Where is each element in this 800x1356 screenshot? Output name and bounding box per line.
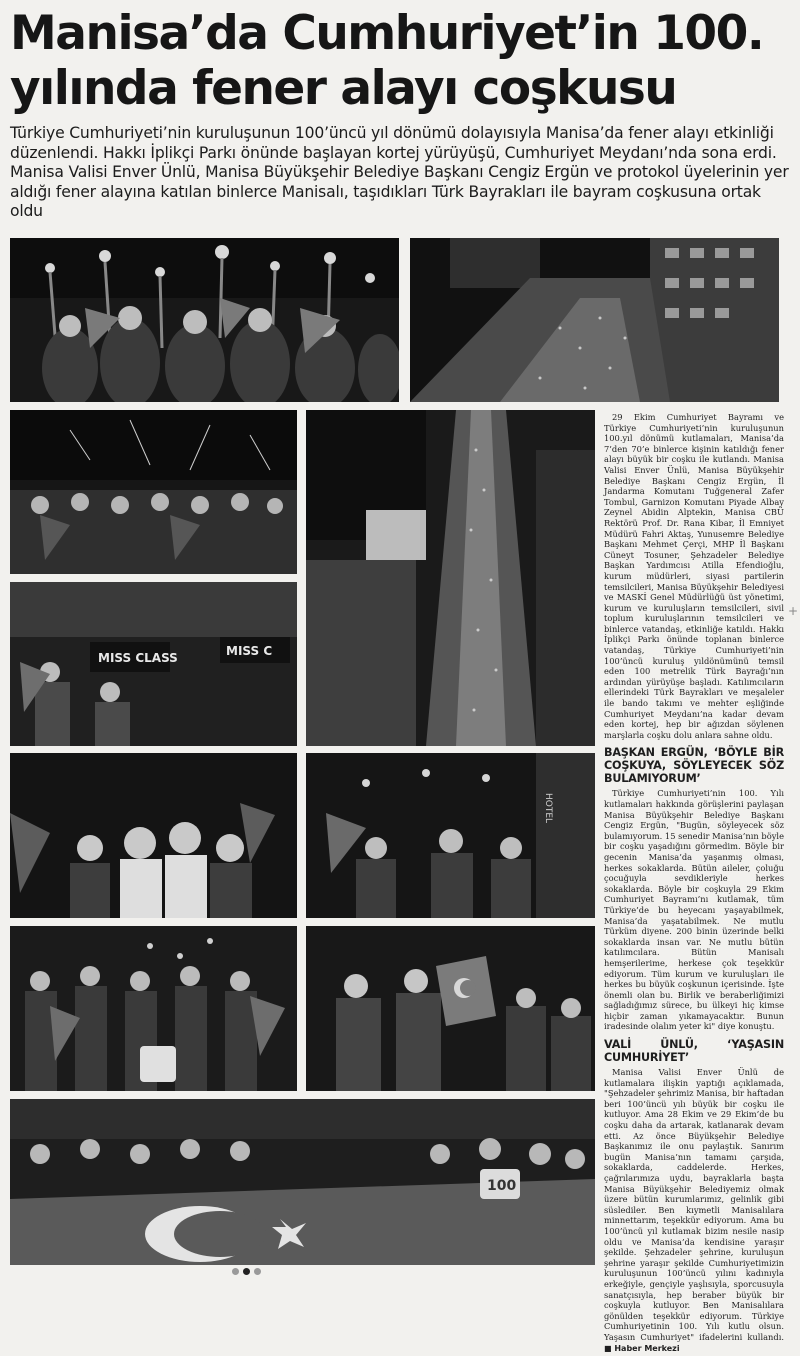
article-body-column xyxy=(604,412,784,1356)
body-paragraph-3-text: Manisa Valisi Enver Ünlü de kutlamalara ilişkin yaptığı açıklamada, "Şehzadeler şehrimiz Manisa, bir haftadan beri 100’üncü yılı büyük bir coşku ile kutluyor. Ama 28 Ekim ve 29 Ekim’de bu coşku daha da artarak, katlanarak devam etti. Az önce Büyükşehir Belediye Başkanımız ile onu paylaştık. Sanırım bugün Manisa’nın tamamı çarşıda, sokaklarda, caddelerde. Herkes, çağrılarımıza uydu, bayraklarla başta Manisa Büyükşehir Belediyemiz olmak üzere bütün kurumlarımız, gelinlik gibi süslediler. Ben kıymetli Manisalılara minnettarım, teşekkür ediyorum. Ama bu 100’üncü yıl kutlamak bizim nesile nasip oldu ve Manisa’da kendisine yaraşır şekilde. Şehzadeler şehrine, kuruluşun şehrine yaraşır şekilde Cumhuriyetimizin kuruluşunun 100’üncü yılını kadınıyla erkeğiyle, gençiyle yaşlısıyla, sporcusuyla sanatçısıyla, hep beraber büyük bir coşkuyla kutluyor. Ben Manisalılara gönülden teşekkür ediyorum. Türkiye Cumhuriyetinin 100. Yılı kutlu olsun. Yaşasın Cumhuriyet" ifadelerini kullandı. xyxy=(604,1067,784,1342)
news-credit: ■ Haber Merkezi xyxy=(604,1343,680,1353)
subhead-unlu: VALİ ÜNLÜ, ‘YAŞASIN CUMHURİYET’ xyxy=(604,1038,784,1065)
news-credit-text: Haber Merkezi xyxy=(614,1343,680,1353)
flag-badge-text: 100 xyxy=(487,1178,517,1194)
body-paragraph-2: Türkiye Cumhuriyeti’nin 100. Yılı kutlamaları hakkında görüşlerini paylaşan Manisa Büyükşehir Belediye Başkanı Cengiz Ergün, "Bugün, söyleyecek söz bulamıyorum. 15 senedir Manisa’nın böyle bir coşku yaşadığını görmedim. Böyle bir gecenin Manisa’da yaşanmış olması, herkes sokaklarda. Bütün aileler, çoluğu çocuğuyla sevdikleriyle herkes sokaklarda. Böyle bir coşkuyla 29 Ekim Cumhuriyet Bayramı’nı kutlamak, tüm Türkiye’de bu heyecanı yaşayabilmek, Manisa’da yaşatabilmek. Ne mutlu Türküm diyene. 200 binin üzerinde belki sokaklarda insan var. Ne mutlu bütün katılımcılara. Bütün Manisalı hemşerilerime, herkese çok teşekkür ediyorum. Tüm kurum ve kuruluşları ile herkes bu büyük coşkunun içerisinde. İşte önemli olan bu. Birlik ve beraberliğimizi sağladığımız sürece, bu ülkeyi hiç kimse hiçbir zaman yıkamayacaktır. Bunun iradesinde olalım yeter ki" diye konuştu. xyxy=(604,788,784,1032)
pager-dot-3[interactable] xyxy=(254,1268,261,1275)
pager-dot-1[interactable] xyxy=(232,1268,239,1275)
lede-paragraph: Türkiye Cumhuriyeti’nin kuruluşunun 100’üncü yıl dönümü dolayısıyla Manisa’da fener alayı etkinliği düzenlendi. Hakkı İplikçi Parkı önünde başlayan kortej yürüyüşü, Cumhuriyet Meydanı’nda sona erdi. Manisa Valisi Enver Ünlü, Manisa Büyükşehir Belediye Başkanı Cengiz Ergün ve protokol üyelerinin yer aldığı fener alayına katılan binlerce Manisalı, taşıdıkları Türk Bayrakları ile bayram coşkusuna ortak oldu xyxy=(10,124,789,221)
pager-dot-2[interactable] xyxy=(243,1268,250,1275)
banner-miss-c-text: MISS C xyxy=(226,644,273,658)
pager-dots xyxy=(232,1268,261,1275)
photo-protocol-torches xyxy=(10,238,399,402)
crop-mark-icon: + xyxy=(787,604,798,618)
photo-torches-hotel xyxy=(306,753,595,918)
body-paragraph-3 xyxy=(604,1067,784,1354)
banner-miss-class-text: MISS CLASS xyxy=(98,651,178,665)
photo-miss-class-crowd xyxy=(10,582,297,746)
photo-aerial-street xyxy=(410,238,779,402)
hotel-sign-text: HOTEL xyxy=(543,793,553,824)
photo-governor-mayor xyxy=(10,753,297,918)
photo-aerial-tall xyxy=(306,410,595,746)
subhead-ergun: BAŞKAN ERGÜN, ‘BÖYLE BİR COŞKUYA, SÖYLEYECEK SÖZ BULAMIYORUM’ xyxy=(604,746,784,786)
body-paragraph-1: 29 Ekim Cumhuriyet Bayramı ve Türkiye Cumhuriyeti’nin kuruluşunun 100.yıl dönümü kutlamaları, Manisa’da 7’den 70’e binlerce kişinin katıldığı fener alayı büyük bir coşku ile kutlandı. Manisa Valisi Enver Ünlü, Manisa Büyükşehir Belediye Başkanı Cengiz Ergün, İl Jandarma Komutanı Tuğgeneral Zafer Tombul, Garnizon Komutanı Piyade Albay Zeynel Abidin Alptekin, Manisa CBÜ Rektörü Prof. Dr. Rana Kibar, İl Emniyet Müdürü Fahri Aktaş, Yunusemre Belediye Başkanı Mehmet Çerçi, MHP İl Başkanı Cüneyt Tosuner, Şehzadeler Belediye Başkan Yardımcısı Atilla Efendioğlu, kurum müdürleri, siyasi partilerin temsilcileri, Manisa Büyükşehir Belediyesi ve MASKİ Genel Müdürlüğü üst yönetimi, kurum ve kuruluşların temsilcileri, sivil toplum kuruluşlarının temsilcileri ve binlerce vatandaş, etkinliğe katıldı. Hakkı İplikçi Parkı önünde toplanan binlerce vatandaş, Türkiye Cumhuriyeti’nin 100’üncü kuruluş yıldönümünü temsil eden 100 metrelik Türk Bayrağı’nın ardından yürüyüşe başladı. Katılımcıların ellerindeki Türk Bayrakları ve meşaleler ile bando takımı ve mehter eşliğinde Cumhuriyet Meydanı’na kadar devam eden kortej, hep bir ağızdan söylenen marşlarla coşku dolu anlara sahne oldu. xyxy=(604,412,784,740)
headline: Manisa’da Cumhuriyet’in 100. yılında fener alayı coşkusu xyxy=(10,6,764,116)
photo-fireworks-crowd xyxy=(10,410,297,574)
photo-giant-flag xyxy=(10,1099,595,1265)
photo-waving-flags xyxy=(306,926,595,1091)
photo-children-flags xyxy=(10,926,297,1091)
